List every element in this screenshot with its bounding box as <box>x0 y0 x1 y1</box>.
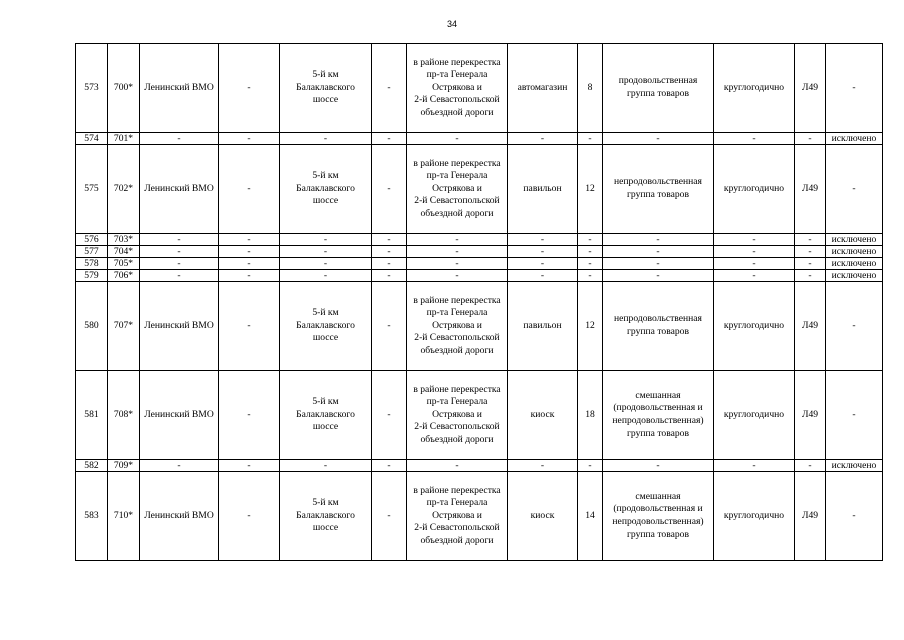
cell-row-number: 576 <box>76 234 108 246</box>
table-row <box>76 460 883 472</box>
cell-location-description: - <box>407 246 508 258</box>
cell-period: - <box>714 270 795 282</box>
cell-license-code: - <box>795 246 826 258</box>
cell-status: - <box>826 371 883 460</box>
cell-license-code: - <box>795 258 826 270</box>
cell-product-group: непродовольственная группа товаров <box>603 282 714 371</box>
cell-district: - <box>140 270 219 282</box>
cell-status: исключено <box>826 234 883 246</box>
cell-area: - <box>578 133 603 145</box>
cell-district-dash: - <box>219 258 280 270</box>
cell-address: - <box>280 133 372 145</box>
cell-location-description: в районе перекрестка пр-та Генерала Острякова и 2-й Севастопольской объездной дороги <box>407 145 508 234</box>
cell-period: круглогодично <box>714 44 795 133</box>
cell-district: - <box>140 133 219 145</box>
cell-row-number: 583 <box>76 472 108 561</box>
table-row <box>76 44 883 133</box>
cell-district: - <box>140 460 219 472</box>
cell-district: - <box>140 258 219 270</box>
cell-area: 12 <box>578 282 603 371</box>
cell-period: - <box>714 258 795 270</box>
cell-location-number: 706* <box>108 270 140 282</box>
cell-object-type: киоск <box>508 472 578 561</box>
cell-address: 5-й км Балаклавского шоссе <box>280 145 372 234</box>
cell-period: круглогодично <box>714 371 795 460</box>
cell-row-number: 573 <box>76 44 108 133</box>
cell-product-group: - <box>603 460 714 472</box>
cell-address: - <box>280 234 372 246</box>
cell-status: исключено <box>826 258 883 270</box>
cell-row-number: 578 <box>76 258 108 270</box>
cell-location-description: в районе перекрестка пр-та Генерала Острякова и 2-й Севастопольской объездной дороги <box>407 472 508 561</box>
cell-location-description: - <box>407 460 508 472</box>
cell-period: круглогодично <box>714 472 795 561</box>
cell-object-type: - <box>508 258 578 270</box>
cell-address: 5-й км Балаклавского шоссе <box>280 371 372 460</box>
cell-status: исключено <box>826 270 883 282</box>
cell-status: - <box>826 44 883 133</box>
cell-license-code: Л49 <box>795 145 826 234</box>
cell-location-number: 705* <box>108 258 140 270</box>
cell-license-code: Л49 <box>795 44 826 133</box>
cell-district-dash: - <box>219 145 280 234</box>
cell-district: - <box>140 234 219 246</box>
cell-district: Ленинский ВМО <box>140 371 219 460</box>
cell-location-description: - <box>407 133 508 145</box>
cell-status: исключено <box>826 246 883 258</box>
cell-address: 5-й км Балаклавского шоссе <box>280 472 372 561</box>
cell-district: Ленинский ВМО <box>140 145 219 234</box>
cell-district-dash: - <box>219 371 280 460</box>
cell-location-number: 708* <box>108 371 140 460</box>
cell-address-dash: - <box>372 258 407 270</box>
cell-location-number: 707* <box>108 282 140 371</box>
cell-product-group: - <box>603 234 714 246</box>
cell-license-code: - <box>795 133 826 145</box>
cell-location-number: 710* <box>108 472 140 561</box>
cell-status: исключено <box>826 460 883 472</box>
cell-location-description: в районе перекрестка пр-та Генерала Острякова и 2-й Севастопольской объездной дороги <box>407 44 508 133</box>
cell-location-number: 703* <box>108 234 140 246</box>
cell-district: - <box>140 246 219 258</box>
cell-district-dash: - <box>219 460 280 472</box>
cell-address-dash: - <box>372 44 407 133</box>
cell-address: - <box>280 460 372 472</box>
cell-area: - <box>578 234 603 246</box>
cell-object-type: - <box>508 234 578 246</box>
cell-row-number: 581 <box>76 371 108 460</box>
cell-address: - <box>280 258 372 270</box>
cell-location-number: 700* <box>108 44 140 133</box>
cell-object-type: - <box>508 246 578 258</box>
table-row <box>76 258 883 270</box>
cell-address-dash: - <box>372 460 407 472</box>
cell-area: - <box>578 460 603 472</box>
cell-address: 5-й км Балаклавского шоссе <box>280 282 372 371</box>
cell-row-number: 575 <box>76 145 108 234</box>
cell-location-description: в районе перекрестка пр-та Генерала Острякова и 2-й Севастопольской объездной дороги <box>407 371 508 460</box>
cell-license-code: - <box>795 270 826 282</box>
cell-row-number: 582 <box>76 460 108 472</box>
cell-address: - <box>280 246 372 258</box>
cell-period: - <box>714 460 795 472</box>
cell-area: - <box>578 246 603 258</box>
cell-address-dash: - <box>372 145 407 234</box>
table-row <box>76 234 883 246</box>
cell-district-dash: - <box>219 472 280 561</box>
cell-area: 12 <box>578 145 603 234</box>
cell-district: Ленинский ВМО <box>140 472 219 561</box>
cell-status: - <box>826 472 883 561</box>
cell-period: - <box>714 133 795 145</box>
cell-area: 18 <box>578 371 603 460</box>
cell-location-description: в районе перекрестка пр-та Генерала Острякова и 2-й Севастопольской объездной дороги <box>407 282 508 371</box>
cell-row-number: 577 <box>76 246 108 258</box>
cell-product-group: - <box>603 133 714 145</box>
cell-object-type: павильон <box>508 145 578 234</box>
cell-location-number: 701* <box>108 133 140 145</box>
cell-location-description: - <box>407 270 508 282</box>
table-row <box>76 133 883 145</box>
cell-area: - <box>578 270 603 282</box>
cell-status: - <box>826 282 883 371</box>
cell-period: круглогодично <box>714 282 795 371</box>
cell-location-number: 709* <box>108 460 140 472</box>
cell-license-code: Л49 <box>795 282 826 371</box>
cell-license-code: Л49 <box>795 371 826 460</box>
cell-object-type: - <box>508 270 578 282</box>
cell-product-group: продовольственная группа товаров <box>603 44 714 133</box>
cell-period: - <box>714 246 795 258</box>
cell-object-type: киоск <box>508 371 578 460</box>
table-row <box>76 145 883 234</box>
cell-address-dash: - <box>372 371 407 460</box>
cell-location-description: - <box>407 258 508 270</box>
cell-address-dash: - <box>372 282 407 371</box>
table-row <box>76 246 883 258</box>
cell-object-type: автомагазин <box>508 44 578 133</box>
cell-product-group: - <box>603 258 714 270</box>
table-row <box>76 282 883 371</box>
cell-license-code: - <box>795 460 826 472</box>
cell-address-dash: - <box>372 246 407 258</box>
cell-district-dash: - <box>219 282 280 371</box>
cell-product-group: непродовольственная группа товаров <box>603 145 714 234</box>
page-number: 34 <box>446 19 457 29</box>
cell-object-type: - <box>508 133 578 145</box>
trade-objects-table <box>75 43 883 561</box>
cell-product-group: - <box>603 270 714 282</box>
cell-status: исключено <box>826 133 883 145</box>
cell-product-group: смешанная (продовольственная и непродовольственная) группа товаров <box>603 371 714 460</box>
cell-district: Ленинский ВМО <box>140 44 219 133</box>
cell-row-number: 579 <box>76 270 108 282</box>
cell-location-description: - <box>407 234 508 246</box>
cell-location-number: 702* <box>108 145 140 234</box>
cell-row-number: 574 <box>76 133 108 145</box>
cell-product-group: - <box>603 246 714 258</box>
cell-object-type: - <box>508 460 578 472</box>
cell-row-number: 580 <box>76 282 108 371</box>
cell-area: 14 <box>578 472 603 561</box>
table-row <box>76 270 883 282</box>
cell-status: - <box>826 145 883 234</box>
cell-product-group: смешанная (продовольственная и непродовольственная) группа товаров <box>603 472 714 561</box>
cell-address-dash: - <box>372 133 407 145</box>
cell-district: Ленинский ВМО <box>140 282 219 371</box>
cell-district-dash: - <box>219 234 280 246</box>
cell-object-type: павильон <box>508 282 578 371</box>
table-row <box>76 472 883 561</box>
cell-area: - <box>578 258 603 270</box>
cell-address-dash: - <box>372 270 407 282</box>
cell-district-dash: - <box>219 133 280 145</box>
cell-period: круглогодично <box>714 145 795 234</box>
cell-license-code: - <box>795 234 826 246</box>
cell-location-number: 704* <box>108 246 140 258</box>
cell-address: - <box>280 270 372 282</box>
cell-license-code: Л49 <box>795 472 826 561</box>
cell-area: 8 <box>578 44 603 133</box>
cell-district-dash: - <box>219 246 280 258</box>
cell-address-dash: - <box>372 472 407 561</box>
cell-period: - <box>714 234 795 246</box>
cell-district-dash: - <box>219 44 280 133</box>
cell-address: 5-й км Балаклавского шоссе <box>280 44 372 133</box>
table-row <box>76 371 883 460</box>
cell-district-dash: - <box>219 270 280 282</box>
cell-address-dash: - <box>372 234 407 246</box>
